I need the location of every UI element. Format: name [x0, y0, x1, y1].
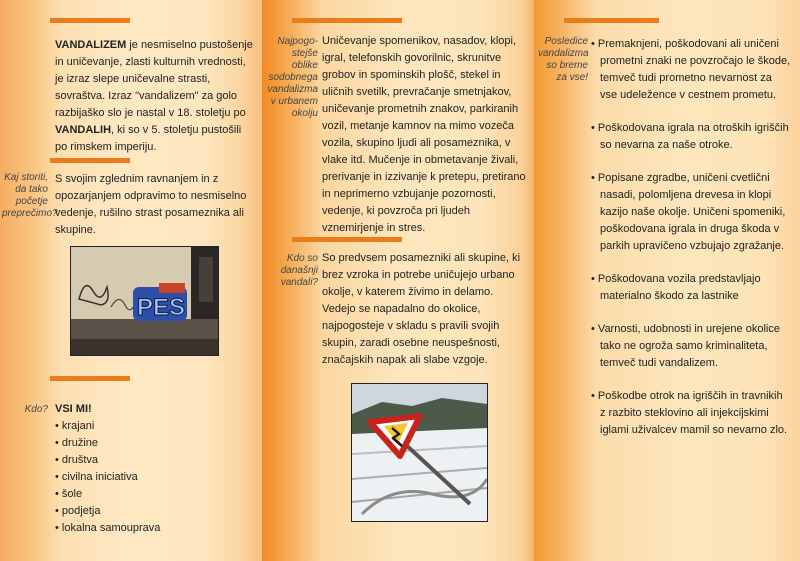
- who-title: VSI MI!: [55, 403, 92, 415]
- list-item: • društva: [55, 452, 235, 469]
- side-question-who: Kdo?: [24, 404, 48, 415]
- vandals-paragraph: So predvsem posamezniki ali skupine, ki brez vzroka in potrebe uničujejo urbano okolje, v katerem živimo in delamo. Vedejo se napadalno do okolice, najpogosteje v skladu s pravili svojih skupin, zaradi osebne neuspešnosti, značajskih napak ali slabe vzgoje.: [322, 252, 521, 366]
- divider-bar: [564, 18, 659, 23]
- list-item: • Poškodbe otrok na igriščih in travnikih z razbito steklovino ali injekcijskimi iglami uživalcev mamil so nevarno zlo.: [591, 388, 791, 439]
- divider-bar: [50, 376, 130, 381]
- list-item: • Varnosti, udobnosti in urejene okolice tako ne ogroža samo kriminaliteta, temveč tudi vandalizem.: [591, 321, 791, 372]
- side-question-forms: Najpogo-stejše oblike sodobnega vandalizma v urbanem okolju: [267, 36, 318, 119]
- divider-bar: [292, 237, 402, 242]
- list-item: • Poškodovana vozila predstavljajo materialno škodo za lastnike: [591, 271, 791, 305]
- divider-bar: [50, 158, 130, 163]
- side-question-prevent: Kaj storiti, da tako početje preprečimo?: [2, 172, 58, 219]
- graffiti-photo: [70, 246, 219, 356]
- list-item: • civilna iniciativa: [55, 469, 235, 486]
- list-item: • družine: [55, 435, 235, 452]
- graffiti-text: PES: [137, 294, 186, 321]
- divider-bar: [50, 18, 130, 23]
- intro-keyword: VANDALIZEM: [55, 39, 127, 51]
- list-item: • Poškodovana igrala na otroških igriščih so nevarna za naše otroke.: [591, 120, 791, 154]
- intro-paragraph: VANDALIZEM je nesmiselno pustošenje in uničevanje, zlasti kulturnih vrednosti, je izraz slepe uničevalne strasti, sovraštva. Izraz "vandalizem" za golo razbijaško slo je nastal v 18. stoletju po VANDALIH, ki so v 5. stoletju pustošili po rimskem imperiju.: [55, 39, 253, 153]
- brochure-panel-middle: [262, 0, 534, 561]
- side-question-consequences: Posledice vandalizma so breme za vse!: [538, 36, 589, 83]
- forms-paragraph: Uničevanje spomenikov, nasadov, klopi, igral, telefonskih govorilnic, skrunitve grobov in spominskih plošč, stekel in uličnih svetilk, prevračanje smetnjakov, uničevanje prometnih znakov, parkiranih vozil, metanje kamnov na mimo vozeča vozila, skupino ljudi ali posameznika, v vlake itd. Mučenje in obmetavanje živali, prerivanje in izzivanje k pretepu, pretirano in neprimerno vzbujanje pozornosti, vedenje, ki povzroča pri ljudeh vznemirjenje in stres.: [322, 35, 526, 234]
- list-item: • Premaknjeni, poškodovani ali uničeni prometni znaki ne povzročajo le škode, temveč tudi prometno nevarnost za vse udeležence v cestnem prometu.: [591, 36, 791, 104]
- road-sign-photo: [351, 383, 488, 522]
- list-item: • šole: [55, 486, 235, 503]
- side-question-vandals: Kdo so današnji vandali?: [280, 253, 318, 288]
- prevent-paragraph: S svojim zglednim ravnanjem in z opozarjanjem odpravimo to nesmiselno vedenje, rušilno strast posameznika ali skupine.: [55, 173, 247, 236]
- intro-keyword-vandali: VANDALIH: [55, 124, 112, 136]
- brochure-panel-left: [0, 0, 262, 561]
- list-item: • lokalna samouprava: [55, 520, 235, 537]
- consequences-list: [591, 36, 791, 455]
- list-item: • krajani: [55, 418, 235, 435]
- list-item: • podjetja: [55, 503, 235, 520]
- divider-bar: [292, 18, 402, 23]
- brochure-panel-right: [534, 0, 800, 561]
- who-list: [55, 418, 235, 537]
- list-item: • Popisane zgradbe, uničeni cvetlični nasadi, polomljena drevesa in klopi kazijo naše okolje. Uničeni spomeniki, poškodovana igrala in druga škoda v parkih upravičeno vzbujajo zgražanje.: [591, 170, 791, 255]
